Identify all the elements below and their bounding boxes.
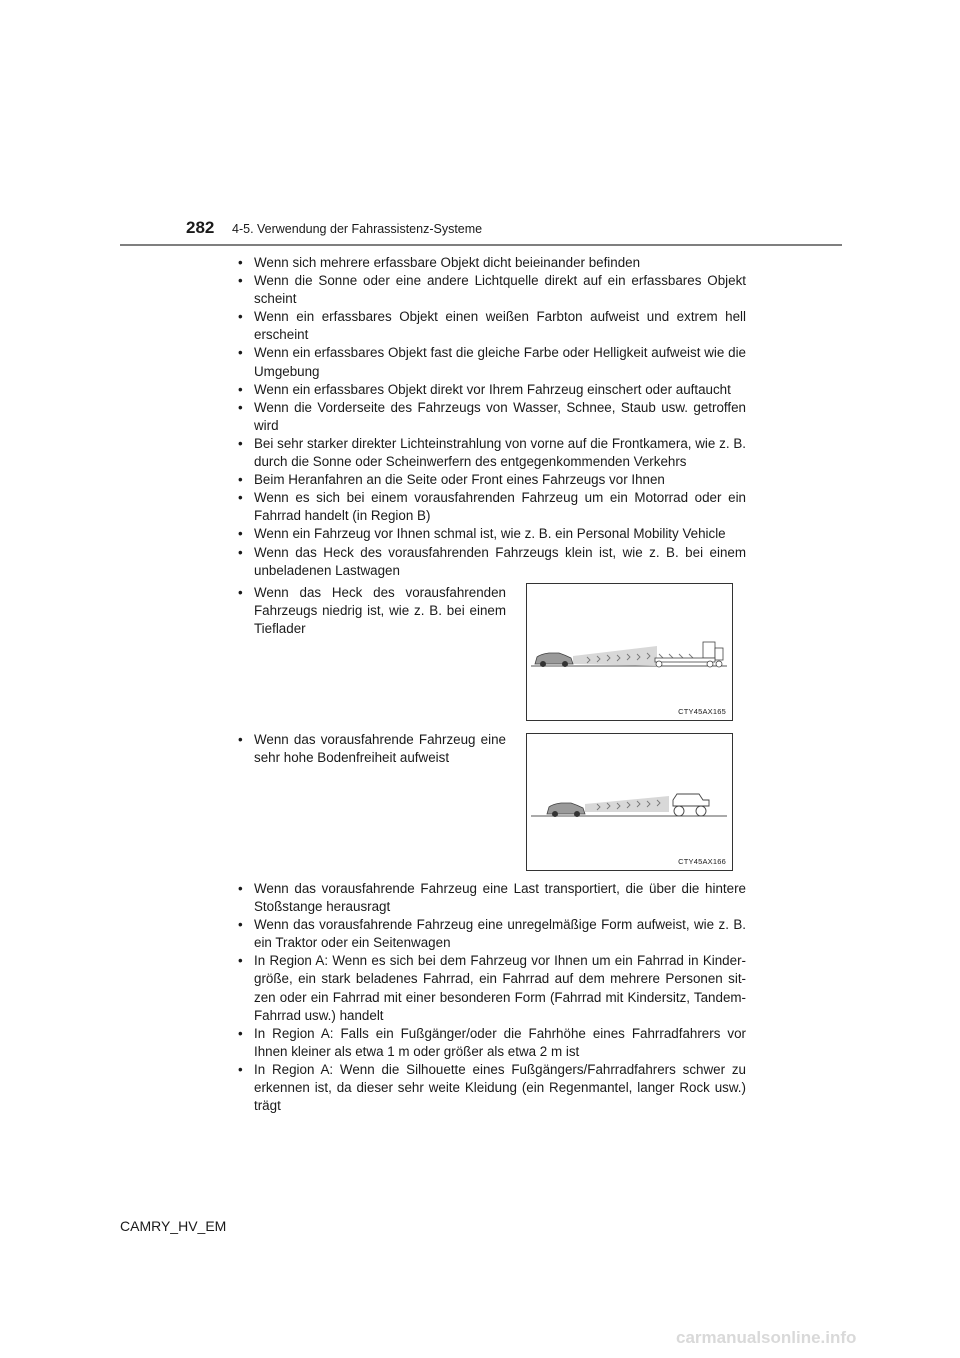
list-item: • Beim Heranfahren an die Seite oder Front eines Fahrzeugs vor Ihnen — [238, 471, 746, 489]
header-rule — [120, 244, 842, 246]
figure-caption-2 — [238, 731, 506, 767]
list-item: • Bei sehr starker direkter Lichteinstrahlung von vorne auf die Frontkamera, wie z. B. durch die Sonne oder Scheinwerfern des entgegenkommenden Verkehrs — [238, 435, 746, 471]
illustration-high-clearance-vehicle — [527, 734, 732, 870]
figure-caption-1 — [238, 584, 506, 638]
list-item: • Wenn es sich bei einem vorausfahrenden Fahrzeug um ein Motorrad oder ein Fahrrad handelt (in Region B) — [238, 489, 746, 525]
section-title: 4-5. Verwendung der Fahrassistenz-Systeme — [232, 222, 483, 236]
list-item: • Wenn das vorausfahrende Fahrzeug eine sehr hohe Bodenfreiheit aufweist — [238, 731, 506, 767]
footer-model-code: CAMRY_HV_EM — [120, 1218, 227, 1234]
bullet-list-bottom — [238, 880, 746, 1115]
list-item: • In Region A: Falls ein Fußgänger/oder die Fahrhöhe eines Fahrradfahrers vor Ihnen kleiner als etwa 1 m oder größer als etwa 2 m ist — [238, 1025, 746, 1061]
list-item: • Wenn die Sonne oder eine andere Lichtquelle direkt auf ein erfassbares Objekt scheint — [238, 272, 746, 308]
figure-high-clearance — [526, 733, 733, 871]
list-item: • Wenn das vorausfahrende Fahrzeug eine unregelmäßige Form aufweist, wie z. B. ein Traktor oder ein Seitenwagen — [238, 916, 746, 952]
list-item: • Wenn die Vorderseite des Fahrzeugs von Wasser, Schnee, Staub usw. getroffen wird — [238, 399, 746, 435]
list-item: • Wenn ein erfassbares Objekt fast die gleiche Farbe oder Helligkeit aufweist wie die Umgebung — [238, 344, 746, 380]
list-item: • In Region A: Wenn es sich bei dem Fahrzeug vor Ihnen um ein Fahrrad in Kinder-größe, ein stark beladenes Fahrrad, ein Fahrrad auf dem mehrere Personen sit-zen oder ein Fahrrad mit einer besonderen Form (Fahrrad mit Kindersitz, Tandem-Fahrrad usw.) handelt — [238, 952, 746, 1024]
list-item: • Wenn das Heck des vorausfahrenden Fahrzeugs niedrig ist, wie z. B. bei einem Tieflader — [238, 584, 506, 638]
list-item: • Wenn das vorausfahrende Fahrzeug eine Last transportiert, die über die hintere Stoßstange herausragt — [238, 880, 746, 916]
watermark: carmanualsonline.info — [676, 1328, 857, 1347]
bullet-list-top — [238, 254, 746, 580]
figure-code: CTY45AX166 — [678, 857, 726, 866]
figure-code: CTY45AX165 — [678, 707, 726, 716]
list-item: • Wenn ein erfassbares Objekt direkt vor Ihrem Fahrzeug einschert oder auftaucht — [238, 381, 746, 399]
list-item: • Wenn ein Fahrzeug vor Ihnen schmal ist, wie z. B. ein Personal Mobility Vehicle — [238, 525, 746, 543]
illustration-low-rear-truck — [527, 584, 732, 720]
list-item: • Wenn ein erfassbares Objekt einen weißen Farbton aufweist und extrem hell erscheint — [238, 308, 746, 344]
list-item: • Wenn das Heck des vorausfahrenden Fahrzeugs klein ist, wie z. B. bei einem unbeladenen Lastwagen — [238, 544, 746, 580]
figure-low-trailer — [526, 583, 733, 721]
page-number: 282 — [186, 218, 215, 237]
list-item: • In Region A: Wenn die Silhouette eines Fußgängers/Fahrradfahrers schwer zu erkennen ist, da dieser sehr weite Kleidung (ein Regenmantel, langer Rock usw.) trägt — [238, 1061, 746, 1115]
list-item: • Wenn sich mehrere erfassbare Objekt dicht beieinander befinden — [238, 254, 746, 272]
